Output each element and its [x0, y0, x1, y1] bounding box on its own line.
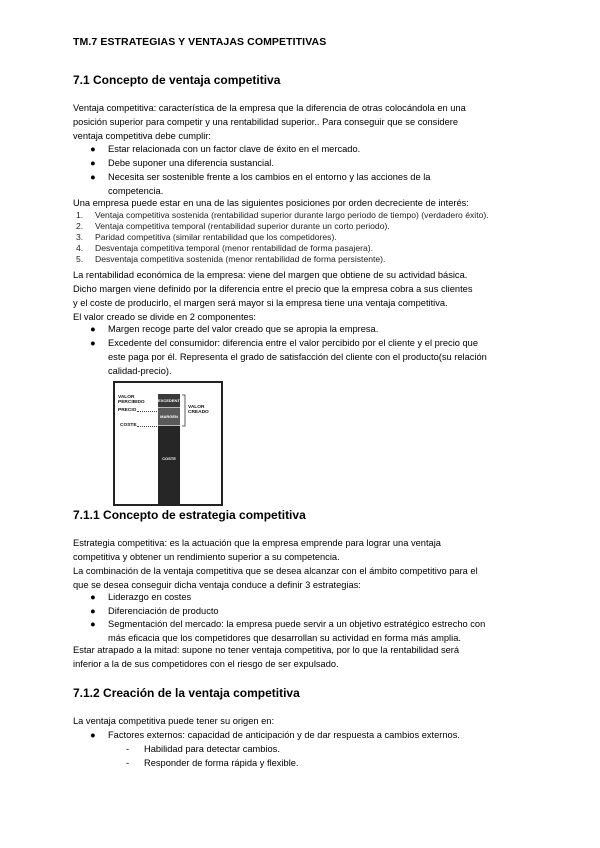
section-heading-7-1-2: 7.1.2 Creación de la ventaja competitiva	[73, 686, 300, 700]
figure-value-bar	[158, 394, 183, 504]
bullet-icon: ●	[90, 172, 96, 182]
list-item: ● Debe suponer una diferencia sustancial.	[90, 158, 274, 168]
list-item: ● Segmentación del mercado: la empresa puede servir a un objetivo estratégico estrecho con más eficacia que los competidores que desarrollan su actividad en forma más amplia.	[90, 619, 486, 643]
numbered-item: 4. Desventaja competitiva temporal (menor rentabilidad de forma pasajera).	[76, 243, 374, 253]
text-line: ventaja competitiva debe cumplir:	[73, 131, 211, 141]
text-line: El valor creado se divide en 2 componentes:	[73, 312, 256, 322]
text-line: Ventaja competitiva: característica de la empresa que la diferencia de otras colocándola en una	[73, 103, 466, 113]
list-item: ● Margen recoge parte del valor creado que se apropia la empresa.	[90, 324, 379, 334]
figure-segment-excedente: EXCEDENTE	[158, 394, 180, 408]
dash-icon: -	[126, 758, 130, 768]
bullet-icon: ●	[90, 592, 96, 602]
bullet-icon: ●	[90, 606, 96, 616]
numbered-item: 1. Ventaja competitiva sostenida (rentabilidad superior durante largo periodo de tiempo) (verdadero éxito).	[76, 210, 489, 220]
figure-segment-coste: COSTE	[158, 426, 180, 504]
text-line: que se desea conseguir dicha ventaja conduce a definir 3 estrategias:	[73, 580, 361, 590]
bullet-icon: ●	[90, 158, 96, 168]
figure-segment-margen: MARGEN	[158, 408, 180, 426]
list-item: ● Estar relacionada con un factor clave de éxito en el mercado.	[90, 144, 361, 154]
text-line: competitiva y obtener un rendimiento superior a su competencia.	[73, 552, 340, 562]
intro-paragraph	[73, 101, 533, 143]
bullet-icon: ●	[90, 730, 96, 740]
numbered-item: 2. Ventaja competitiva temporal (rentabilidad superior durante un corto periodo).	[76, 221, 390, 231]
text-line: y el coste de producirlo, el margen será mayor si la empresa tiene una ventaja competitiva.	[73, 298, 448, 308]
list-item: ● Excedente del consumidor: diferencia entre el valor percibido por el cliente y el precio que este paga por él. Representa el grado de satisfacción del cliente con el producto(su relación calidad-precio).	[90, 338, 487, 376]
posiciones-intro: Una empresa puede estar en una de las siguientes posiciones por orden decreciente de interés:	[73, 198, 469, 208]
figure-label-precio: PRECIO	[118, 408, 137, 413]
document-title: TM.7 ESTRATEGIAS Y VENTAJAS COMPETITIVAS	[73, 36, 327, 48]
list-item: ● Diferenciación de producto	[90, 606, 219, 616]
text-line: La combinación de la ventaja competitiva que se desea alcanzar con el ámbito competitivo para el	[73, 566, 478, 576]
bullet-icon: ●	[90, 144, 96, 154]
figure-leader-line	[137, 411, 157, 412]
text-line: Dicho margen viene definido por la diferencia entre el precio que la empresa cobra a sus clientes	[73, 284, 473, 294]
section-heading-7-1-1: 7.1.1 Concepto de estrategia competitiva	[73, 508, 306, 522]
figure-label-valor-percibido: VALOR PERCIBIDO	[118, 395, 145, 405]
text-line: posición superior para competir y una rentabilidad superior.. Para conseguir que se considere	[73, 117, 459, 127]
sub-list-item: - Responder de forma rápida y flexible.	[126, 758, 299, 768]
figure-leader-line	[137, 426, 157, 427]
bullet-icon: ●	[90, 338, 96, 348]
list-item: ● Necesita ser sostenible frente a los cambios en el entorno y las acciones de la competencia.	[90, 172, 431, 196]
estrategia-paragraph	[73, 536, 533, 592]
origen-paragraph: La ventaja competitiva puede tener su origen en:	[73, 716, 275, 726]
figure-label-valor-creado: VALOR CREADO	[188, 405, 209, 415]
dash-icon: -	[126, 744, 130, 754]
text-line: inferior a la de sus competidores con el riesgo de ser expulsado.	[73, 659, 339, 669]
text-line: Estrategia competitiva: es la actuación que la empresa emprende para lograr una ventaja	[73, 538, 441, 548]
list-item: ● Liderazgo en costes	[90, 592, 192, 602]
bullet-icon: ●	[90, 619, 96, 629]
numbered-item: 3. Paridad competitiva (similar rentabilidad que los competidores).	[76, 232, 337, 242]
sub-list-item: - Habilidad para detectar cambios.	[126, 744, 280, 754]
value-created-figure	[113, 381, 223, 506]
rentabilidad-paragraph	[73, 268, 533, 324]
section-heading-7-1: 7.1 Concepto de ventaja competitiva	[73, 73, 281, 87]
list-item: ● Factores externos: capacidad de anticipación y de dar respuesta a cambios externos.	[90, 730, 460, 740]
atrapado-paragraph	[73, 643, 533, 671]
bullet-icon: ●	[90, 324, 96, 334]
text-line: Estar atrapado a la mitad: supone no tener ventaja competitiva, por lo que la rentabilidad será	[73, 645, 460, 655]
text-line: La rentabilidad económica de la empresa: viene del margen que obtiene de su actividad básica.	[73, 270, 468, 280]
numbered-item: 5. Desventaja competitiva sostenida (menor rentabilidad de forma persistente).	[76, 254, 386, 264]
figure-label-coste: COSTE	[120, 423, 137, 428]
